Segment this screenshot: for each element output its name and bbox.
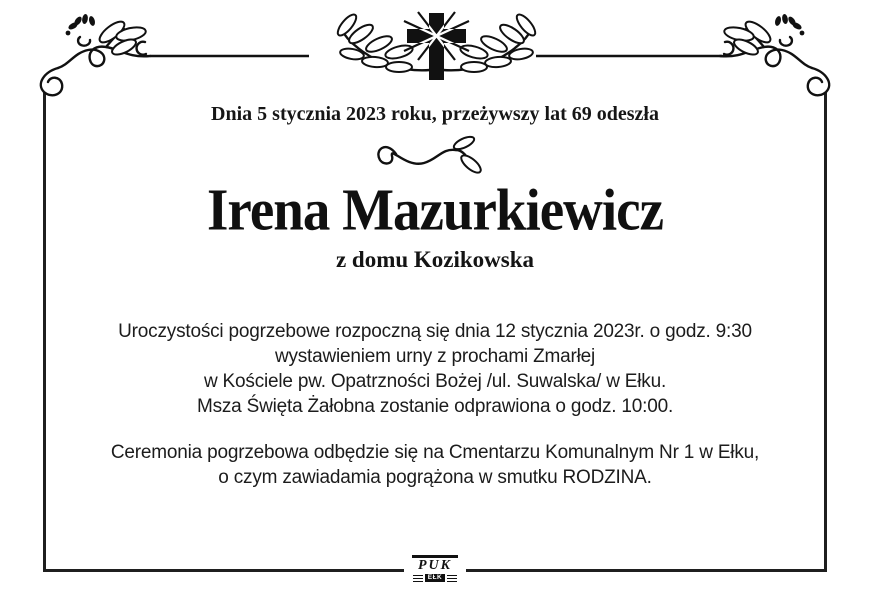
funeral-paragraph (0, 319, 870, 419)
maiden-name-line: z domu Kozikowska (335, 247, 535, 272)
corner-flourish-right-icon (720, 14, 829, 96)
logo-company: PUK (418, 558, 452, 573)
divider-vine-icon (372, 132, 484, 178)
logo-stripes-left (413, 575, 423, 582)
deceased-name: Irena Mazurkiewicz (207, 176, 663, 243)
ceremony-paragraph (0, 440, 870, 490)
funeral-line: w Kościele pw. Opatrzności Bożej /ul. Suwalska/ w Ełku. (203, 371, 667, 392)
funeral-line: Msza Święta Żałobna zostanie odprawiona o godz. 10:00. (196, 396, 674, 417)
funeral-line: Uroczystości pogrzebowe rozpoczną się dnia 12 stycznia 2023r. o godz. 9:30 (118, 321, 752, 342)
logo-stripes-right (447, 575, 457, 582)
publisher-logo (404, 553, 466, 585)
corner-flourish-left-icon (41, 14, 150, 96)
funeral-line: wystawieniem urny z prochami Zmarłej (274, 346, 596, 367)
logo-city-row (412, 574, 458, 582)
top-ornament (0, 0, 870, 110)
logo-city: EŁK (425, 574, 446, 582)
ceremony-line: Ceremonia pogrzebowa odbędzie się na Cmentarzu Komunalnym Nr 1 w Ełku, (110, 442, 760, 463)
intro-line: Dnia 5 stycznia 2023 roku, przeżywszy lat 69 odeszła (211, 103, 659, 125)
ceremony-line: o czym zawiadamia pogrążona w smutku RODZINA. (218, 467, 652, 488)
